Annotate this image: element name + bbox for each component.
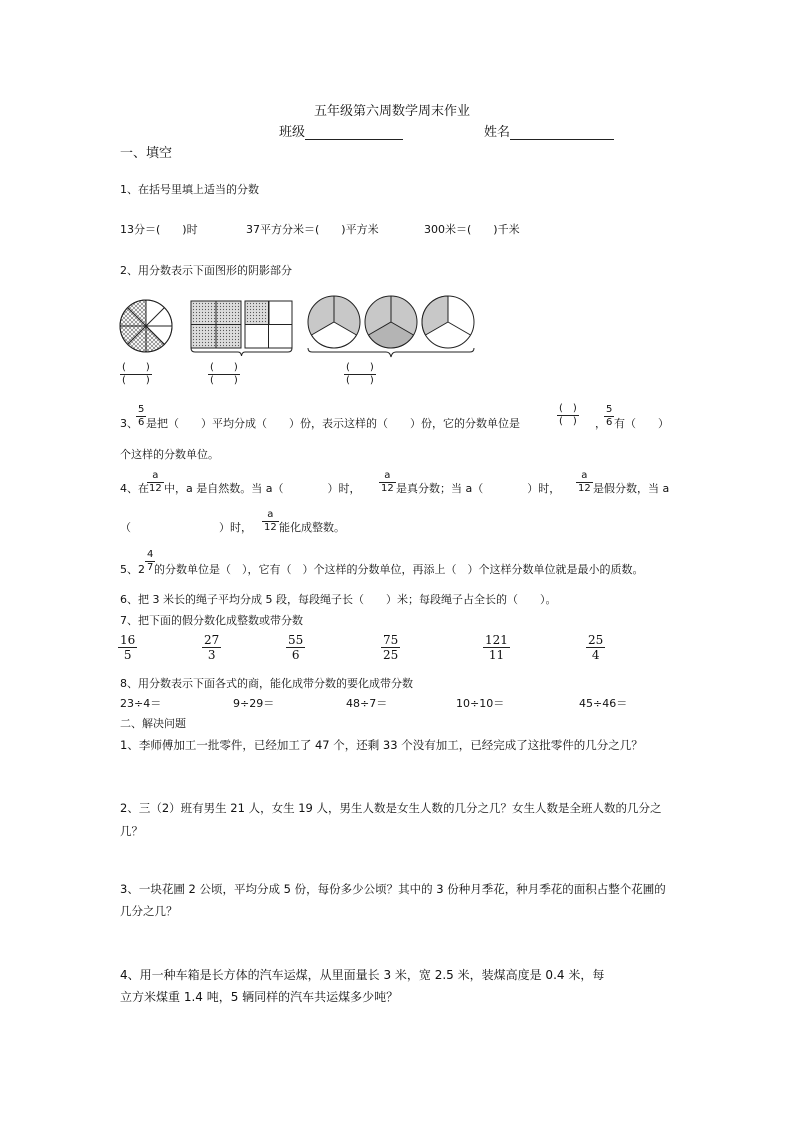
q1-prompt: 1、在括号里填上适当的分数: [120, 183, 259, 196]
thirds-circles: [308, 296, 474, 357]
page-title: 五年级第六周数学周末作业: [314, 104, 471, 119]
q4-line2: （ ）时， a 12 能化成整数。: [120, 509, 345, 534]
problem-4-line2: 立方米煤重 1.4 吨，5 辆同样的汽车共运煤多少吨？: [120, 990, 399, 1004]
q8-prompt: 8、用分数表示下面各式的商，能化成带分数的要化成带分数: [120, 677, 413, 690]
q7-fraction-6: 25 4: [588, 633, 604, 662]
q4-fraction-4: a 12: [264, 509, 277, 533]
q7-fraction-1: 16 5: [120, 633, 136, 662]
q6-line: 6、把 3 米长的绳子平均分成 5 段，每段绳子长（ ）米；每段绳子占全长的（ ）。: [120, 593, 557, 606]
problem-3-line2: 几分之几？: [120, 904, 178, 918]
eighths-circle: [120, 300, 172, 352]
q8-item-5: 45÷46＝: [579, 697, 628, 710]
q4-fraction-1: a 12: [149, 470, 162, 494]
name-label: 姓名: [484, 125, 511, 140]
problem-3-line1: 3、一块花圃 2 公顷，平均分成 5 份，每份多少公顷？其中的 3 份种月季花，种月季花的面积占整个花圃的: [120, 882, 666, 896]
q3-line2: 个这样的分数单位。: [120, 448, 219, 461]
class-field[interactable]: [279, 121, 403, 140]
q8-item-4: 10÷10＝: [456, 697, 505, 710]
class-blank[interactable]: [305, 127, 403, 140]
q7-fraction-2: 27 3: [204, 633, 220, 662]
problem-1: 1、李师傅加工一批零件，已经加工了 47 个，还剩 33 个没有加工，已经完成了这批零件的几分之几？: [120, 738, 643, 752]
problem-2-line1: 2、三（2）班有男生 21 人，女生 19 人，男生人数是女生人数的几分之几？女生人数是全班人数的几分之: [120, 801, 662, 815]
q4-fraction-3: a 12: [578, 470, 591, 494]
q5-fraction: 4 7: [147, 549, 154, 573]
q7-fraction-3: 55 6: [288, 633, 304, 662]
name-blank[interactable]: [510, 127, 614, 140]
class-label: 班级: [279, 125, 306, 140]
q4-fraction-2: a 12: [381, 470, 394, 494]
q3-line1: 3、 5 6 是把（ ）平均分成（ ）份，表示这样的（ ）份，它的分数单位是 ( ) ( ) ， 5 6 有（ ）: [120, 403, 669, 430]
q5-line: 5、2 4 7 的分数单位是（ ），它有（ ）个这样的分数单位，再添上（ ）个这样分数单位就是最小的质数。: [120, 549, 644, 576]
q7-fraction-5: 121 11: [485, 633, 508, 662]
q1-item-2: 37平方分米＝( )平方米: [246, 223, 379, 236]
q2-prompt: 2、用分数表示下面图形的阴影部分: [120, 264, 292, 277]
q1-item-3: 300米＝( )千米: [424, 223, 520, 236]
section2-heading: 二、解决问题: [120, 717, 186, 730]
problem-2-line2: 几？: [120, 824, 143, 838]
q4-line1: 4、在 a 12 中，a 是自然数。当 a（ ）时， a 12 是真分数；当 a（ ）时， a 12 是假分数，当 a: [120, 470, 670, 495]
q3-unit-answer[interactable]: ( ) ( ): [559, 403, 577, 427]
problem-4-line1: 4、用一种车箱是长方体的汽车运煤，从里面量长 3 米，宽 2.5 米，装煤高度是 0.4 米，每: [120, 968, 605, 982]
q8-item-2: 9÷29＝: [233, 697, 275, 710]
q1-item-1: 13分＝( )时: [120, 223, 198, 236]
q3-fraction: 5 6: [138, 404, 145, 428]
q7-prompt: 7、把下面的假分数化成整数或带分数: [120, 614, 303, 627]
squares-figure: [191, 301, 292, 356]
q2-answer-1[interactable]: ( ) ( ): [122, 362, 150, 386]
q2-answer-3[interactable]: ( ) ( ): [346, 362, 374, 386]
q3-fraction-2: 5 6: [606, 404, 613, 428]
q8-item-3: 48÷7＝: [346, 697, 388, 710]
q2-answer-2[interactable]: ( ) ( ): [210, 362, 238, 386]
q8-item-1: 23÷4＝: [120, 697, 162, 710]
section1-heading: 一、填空: [120, 146, 173, 161]
name-field[interactable]: [484, 121, 614, 140]
q7-fraction-4: 75 25: [383, 633, 399, 662]
